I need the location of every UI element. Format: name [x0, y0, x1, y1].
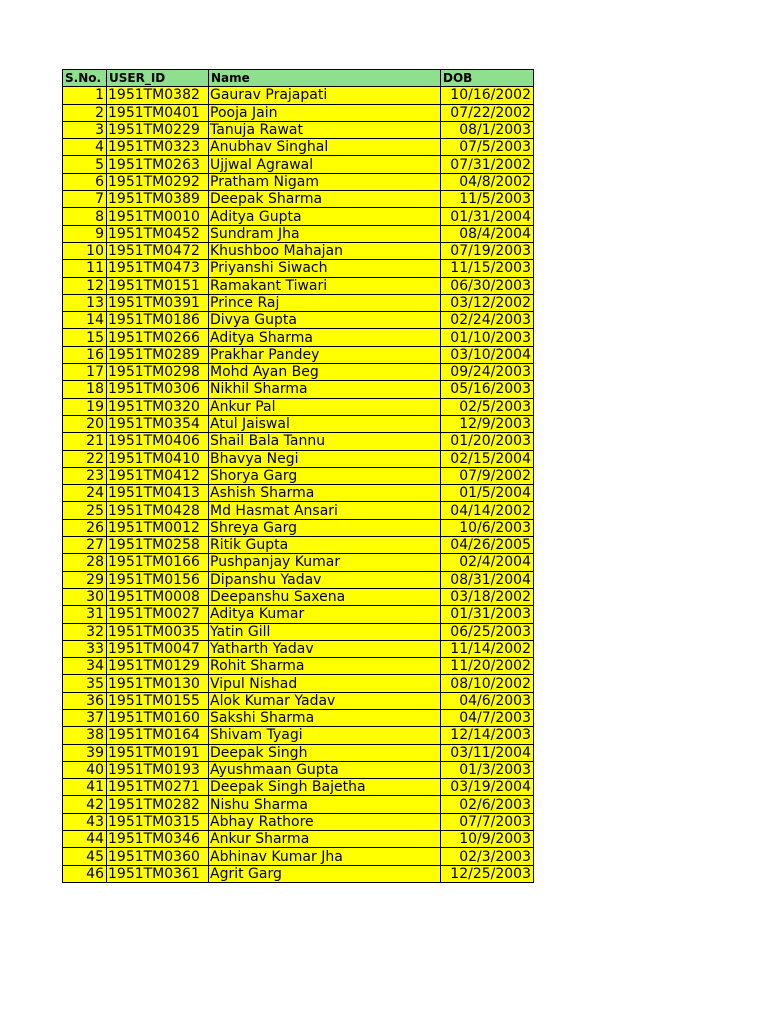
table-row	[63, 813, 534, 830]
cell-sno[interactable]: 26	[63, 519, 107, 536]
table-row	[63, 796, 534, 813]
cell-name[interactable]: Nikhil Sharma	[209, 381, 441, 398]
cell-sno[interactable]: 38	[63, 727, 107, 744]
cell-dob[interactable]: 02/5/2003	[441, 398, 534, 415]
cell-name[interactable]: Bhavya Negi	[209, 450, 441, 467]
cell-name[interactable]: Atul Jaiswal	[209, 415, 441, 432]
cell-name[interactable]: Yatin Gill	[209, 623, 441, 640]
cell-user-id[interactable]: 1951TM0160	[107, 709, 209, 726]
cell-sno[interactable]: 24	[63, 485, 107, 502]
cell-name[interactable]: Rohit Sharma	[209, 658, 441, 675]
cell-user-id[interactable]: 1951TM0155	[107, 692, 209, 709]
cell-sno[interactable]: 31	[63, 606, 107, 623]
cell-user-id[interactable]: 1951TM0389	[107, 191, 209, 208]
table-row	[63, 537, 534, 554]
cell-sno[interactable]: 29	[63, 571, 107, 588]
header-user-id[interactable]: USER_ID	[107, 70, 209, 87]
cell-sno[interactable]: 8	[63, 208, 107, 225]
cell-name[interactable]: Vipul Nishad	[209, 675, 441, 692]
cell-name[interactable]: Sundram Jha	[209, 225, 441, 242]
cell-user-id[interactable]: 1951TM0008	[107, 588, 209, 605]
cell-sno[interactable]: 27	[63, 537, 107, 554]
cell-name[interactable]: Khushboo Mahajan	[209, 242, 441, 259]
cell-user-id[interactable]: 1951TM0412	[107, 467, 209, 484]
table-row	[63, 640, 534, 657]
cell-dob[interactable]: 01/10/2003	[441, 329, 534, 346]
cell-name[interactable]: Prakhar Pandey	[209, 346, 441, 363]
table-row	[63, 571, 534, 588]
cell-user-id[interactable]: 1951TM0010	[107, 208, 209, 225]
cell-name[interactable]: Priyanshi Siwach	[209, 260, 441, 277]
cell-user-id[interactable]: 1951TM0410	[107, 450, 209, 467]
table-row	[63, 156, 534, 173]
cell-name[interactable]: Agrit Garg	[209, 865, 441, 882]
table-row	[63, 225, 534, 242]
cell-sno[interactable]: 12	[63, 277, 107, 294]
table-row	[63, 831, 534, 848]
cell-name[interactable]: Ritik Gupta	[209, 537, 441, 554]
cell-dob[interactable]: 12/14/2003	[441, 727, 534, 744]
cell-name[interactable]: Ramakant Tiwari	[209, 277, 441, 294]
cell-dob[interactable]: 04/7/2003	[441, 709, 534, 726]
cell-dob[interactable]: 02/15/2004	[441, 450, 534, 467]
cell-user-id[interactable]: 1951TM0266	[107, 329, 209, 346]
cell-name[interactable]: Yatharth Yadav	[209, 640, 441, 657]
table-row	[63, 692, 534, 709]
cell-sno[interactable]: 22	[63, 450, 107, 467]
cell-user-id[interactable]: 1951TM0292	[107, 173, 209, 190]
cell-sno[interactable]: 41	[63, 779, 107, 796]
cell-user-id[interactable]: 1951TM0012	[107, 519, 209, 536]
cell-name[interactable]: Ankur Sharma	[209, 831, 441, 848]
cell-name[interactable]: Abhay Rathore	[209, 813, 441, 830]
cell-dob[interactable]: 02/4/2004	[441, 554, 534, 571]
cell-name[interactable]: Dipanshu Yadav	[209, 571, 441, 588]
cell-sno[interactable]: 2	[63, 104, 107, 121]
cell-name[interactable]: Abhinav Kumar Jha	[209, 848, 441, 865]
cell-name[interactable]: Md Hasmat Ansari	[209, 502, 441, 519]
cell-name[interactable]: Shivam Tyagi	[209, 727, 441, 744]
table-row	[63, 346, 534, 363]
table-row	[63, 139, 534, 156]
cell-dob[interactable]: 04/26/2005	[441, 537, 534, 554]
cell-dob[interactable]: 03/10/2004	[441, 346, 534, 363]
cell-dob[interactable]: 07/22/2002	[441, 104, 534, 121]
cell-user-id[interactable]: 1951TM0323	[107, 139, 209, 156]
cell-user-id[interactable]: 1951TM0401	[107, 104, 209, 121]
cell-sno[interactable]: 25	[63, 502, 107, 519]
cell-name[interactable]: Sakshi Sharma	[209, 709, 441, 726]
cell-sno[interactable]: 14	[63, 312, 107, 329]
cell-user-id[interactable]: 1951TM0186	[107, 312, 209, 329]
table-row	[63, 848, 534, 865]
cell-dob[interactable]: 01/5/2004	[441, 485, 534, 502]
cell-dob[interactable]: 08/10/2002	[441, 675, 534, 692]
cell-user-id[interactable]: 1951TM0130	[107, 675, 209, 692]
student-table	[62, 69, 534, 883]
cell-dob[interactable]: 11/20/2002	[441, 658, 534, 675]
cell-name[interactable]: Divya Gupta	[209, 312, 441, 329]
table-row	[63, 191, 534, 208]
table-row	[63, 658, 534, 675]
cell-dob[interactable]: 01/31/2003	[441, 606, 534, 623]
table-row	[63, 277, 534, 294]
cell-sno[interactable]: 43	[63, 813, 107, 830]
cell-user-id[interactable]: 1951TM0360	[107, 848, 209, 865]
cell-sno[interactable]: 40	[63, 761, 107, 778]
table-row	[63, 294, 534, 311]
cell-sno[interactable]: 33	[63, 640, 107, 657]
table-row	[63, 744, 534, 761]
cell-sno[interactable]: 5	[63, 156, 107, 173]
cell-sno[interactable]: 9	[63, 225, 107, 242]
cell-dob[interactable]: 08/31/2004	[441, 571, 534, 588]
cell-sno[interactable]: 39	[63, 744, 107, 761]
header-dob[interactable]: DOB	[441, 70, 534, 87]
cell-sno[interactable]: 21	[63, 433, 107, 450]
cell-dob[interactable]: 12/9/2003	[441, 415, 534, 432]
cell-user-id[interactable]: 1951TM0406	[107, 433, 209, 450]
cell-sno[interactable]: 45	[63, 848, 107, 865]
cell-dob[interactable]: 10/6/2003	[441, 519, 534, 536]
table-row	[63, 709, 534, 726]
cell-name[interactable]: Deepanshu Saxena	[209, 588, 441, 605]
cell-name[interactable]: Gaurav Prajapati	[209, 87, 441, 104]
cell-user-id[interactable]: 1951TM0428	[107, 502, 209, 519]
cell-user-id[interactable]: 1951TM0164	[107, 727, 209, 744]
cell-sno[interactable]: 1	[63, 87, 107, 104]
table-row	[63, 104, 534, 121]
cell-dob[interactable]: 02/3/2003	[441, 848, 534, 865]
cell-sno[interactable]: 34	[63, 658, 107, 675]
cell-sno[interactable]: 32	[63, 623, 107, 640]
cell-dob[interactable]: 07/19/2003	[441, 242, 534, 259]
cell-user-id[interactable]: 1951TM0452	[107, 225, 209, 242]
cell-sno[interactable]: 28	[63, 554, 107, 571]
cell-dob[interactable]: 03/12/2002	[441, 294, 534, 311]
cell-dob[interactable]: 01/20/2003	[441, 433, 534, 450]
cell-sno[interactable]: 10	[63, 242, 107, 259]
table-row	[63, 415, 534, 432]
cell-name[interactable]: Pushpanjay Kumar	[209, 554, 441, 571]
cell-user-id[interactable]: 1951TM0258	[107, 537, 209, 554]
table-row	[63, 467, 534, 484]
table-row	[63, 623, 534, 640]
cell-sno[interactable]: 23	[63, 467, 107, 484]
cell-name[interactable]: Deepak Sharma	[209, 191, 441, 208]
cell-sno[interactable]: 16	[63, 346, 107, 363]
cell-name[interactable]: Aditya Gupta	[209, 208, 441, 225]
cell-sno[interactable]: 6	[63, 173, 107, 190]
cell-dob[interactable]: 01/3/2003	[441, 761, 534, 778]
table-row	[63, 208, 534, 225]
cell-sno[interactable]: 13	[63, 294, 107, 311]
cell-name[interactable]: Ayushmaan Gupta	[209, 761, 441, 778]
table-row	[63, 312, 534, 329]
table-row	[63, 865, 534, 882]
cell-dob[interactable]: 12/25/2003	[441, 865, 534, 882]
cell-dob[interactable]: 07/9/2002	[441, 467, 534, 484]
table-row	[63, 675, 534, 692]
cell-sno[interactable]: 37	[63, 709, 107, 726]
table-row	[63, 485, 534, 502]
cell-user-id[interactable]: 1951TM0354	[107, 415, 209, 432]
cell-name[interactable]: Shail Bala Tannu	[209, 433, 441, 450]
cell-user-id[interactable]: 1951TM0263	[107, 156, 209, 173]
cell-sno[interactable]: 18	[63, 381, 107, 398]
cell-dob[interactable]: 11/14/2002	[441, 640, 534, 657]
cell-dob[interactable]: 07/5/2003	[441, 139, 534, 156]
table-row	[63, 606, 534, 623]
cell-dob[interactable]: 03/11/2004	[441, 744, 534, 761]
table-row	[63, 727, 534, 744]
cell-sno[interactable]: 3	[63, 121, 107, 138]
cell-dob[interactable]: 06/30/2003	[441, 277, 534, 294]
cell-sno[interactable]: 4	[63, 139, 107, 156]
cell-user-id[interactable]: 1951TM0382	[107, 87, 209, 104]
table-row	[63, 173, 534, 190]
cell-dob[interactable]: 03/19/2004	[441, 779, 534, 796]
table-row	[63, 242, 534, 259]
cell-name[interactable]: Deepak Singh	[209, 744, 441, 761]
cell-user-id[interactable]: 1951TM0151	[107, 277, 209, 294]
cell-user-id[interactable]: 1951TM0129	[107, 658, 209, 675]
cell-name[interactable]: Deepak Singh Bajetha	[209, 779, 441, 796]
cell-name[interactable]: Alok Kumar Yadav	[209, 692, 441, 709]
cell-user-id[interactable]: 1951TM0346	[107, 831, 209, 848]
table-row	[63, 502, 534, 519]
cell-dob[interactable]: 03/18/2002	[441, 588, 534, 605]
cell-sno[interactable]: 20	[63, 415, 107, 432]
cell-sno[interactable]: 42	[63, 796, 107, 813]
cell-sno[interactable]: 7	[63, 191, 107, 208]
cell-user-id[interactable]: 1951TM0473	[107, 260, 209, 277]
table-row	[63, 779, 534, 796]
cell-dob[interactable]: 04/8/2002	[441, 173, 534, 190]
cell-user-id[interactable]: 1951TM0166	[107, 554, 209, 571]
cell-user-id[interactable]: 1951TM0193	[107, 761, 209, 778]
header-name[interactable]: Name	[209, 70, 441, 87]
cell-name[interactable]: Ujjwal Agrawal	[209, 156, 441, 173]
table-row	[63, 260, 534, 277]
cell-dob[interactable]: 08/1/2003	[441, 121, 534, 138]
cell-sno[interactable]: 19	[63, 398, 107, 415]
cell-sno[interactable]: 46	[63, 865, 107, 882]
table-row	[63, 364, 534, 381]
table-row	[63, 381, 534, 398]
table-row	[63, 398, 534, 415]
cell-sno[interactable]: 44	[63, 831, 107, 848]
table-row	[63, 588, 534, 605]
cell-dob[interactable]: 04/6/2003	[441, 692, 534, 709]
cell-name[interactable]: Anubhav Singhal	[209, 139, 441, 156]
cell-name[interactable]: Aditya Kumar	[209, 606, 441, 623]
cell-name[interactable]: Nishu Sharma	[209, 796, 441, 813]
cell-name[interactable]: Shreya Garg	[209, 519, 441, 536]
cell-dob[interactable]: 02/6/2003	[441, 796, 534, 813]
cell-user-id[interactable]: 1951TM0413	[107, 485, 209, 502]
table-row	[63, 329, 534, 346]
table-row	[63, 433, 534, 450]
table-row	[63, 761, 534, 778]
cell-dob[interactable]: 05/16/2003	[441, 381, 534, 398]
cell-dob[interactable]: 02/24/2003	[441, 312, 534, 329]
cell-user-id[interactable]: 1951TM0361	[107, 865, 209, 882]
cell-sno[interactable]: 15	[63, 329, 107, 346]
header-sno[interactable]: S.No.	[63, 70, 107, 87]
cell-user-id[interactable]: 1951TM0472	[107, 242, 209, 259]
cell-user-id[interactable]: 1951TM0229	[107, 121, 209, 138]
cell-name[interactable]: Ashish Sharma	[209, 485, 441, 502]
table-row	[63, 121, 534, 138]
cell-name[interactable]: Pooja Jain	[209, 104, 441, 121]
cell-user-id[interactable]: 1951TM0289	[107, 346, 209, 363]
cell-dob[interactable]: 09/24/2003	[441, 364, 534, 381]
cell-name[interactable]: Prince Raj	[209, 294, 441, 311]
cell-user-id[interactable]: 1951TM0320	[107, 398, 209, 415]
cell-user-id[interactable]: 1951TM0298	[107, 364, 209, 381]
cell-user-id[interactable]: 1951TM0391	[107, 294, 209, 311]
cell-name[interactable]: Aditya Sharma	[209, 329, 441, 346]
header-row	[63, 70, 534, 87]
cell-dob[interactable]: 08/4/2004	[441, 225, 534, 242]
cell-dob[interactable]: 11/5/2003	[441, 191, 534, 208]
cell-dob[interactable]: 07/31/2002	[441, 156, 534, 173]
table-row	[63, 554, 534, 571]
table-row	[63, 519, 534, 536]
cell-user-id[interactable]: 1951TM0315	[107, 813, 209, 830]
cell-user-id[interactable]: 1951TM0282	[107, 796, 209, 813]
cell-name[interactable]: Ankur Pal	[209, 398, 441, 415]
cell-dob[interactable]: 04/14/2002	[441, 502, 534, 519]
cell-user-id[interactable]: 1951TM0047	[107, 640, 209, 657]
cell-name[interactable]: Shorya Garg	[209, 467, 441, 484]
table-row	[63, 87, 534, 104]
table-row	[63, 450, 534, 467]
cell-sno[interactable]: 35	[63, 675, 107, 692]
cell-name[interactable]: Mohd Ayan Beg	[209, 364, 441, 381]
cell-sno[interactable]: 11	[63, 260, 107, 277]
cell-dob[interactable]: 10/9/2003	[441, 831, 534, 848]
cell-dob[interactable]: 01/31/2004	[441, 208, 534, 225]
cell-sno[interactable]: 36	[63, 692, 107, 709]
cell-sno[interactable]: 30	[63, 588, 107, 605]
cell-user-id[interactable]: 1951TM0271	[107, 779, 209, 796]
cell-user-id[interactable]: 1951TM0027	[107, 606, 209, 623]
cell-user-id[interactable]: 1951TM0306	[107, 381, 209, 398]
cell-name[interactable]: Tanuja Rawat	[209, 121, 441, 138]
cell-dob[interactable]: 10/16/2002	[441, 87, 534, 104]
cell-dob[interactable]: 11/15/2003	[441, 260, 534, 277]
cell-user-id[interactable]: 1951TM0191	[107, 744, 209, 761]
cell-sno[interactable]: 17	[63, 364, 107, 381]
cell-user-id[interactable]: 1951TM0156	[107, 571, 209, 588]
cell-dob[interactable]: 07/7/2003	[441, 813, 534, 830]
cell-name[interactable]: Pratham Nigam	[209, 173, 441, 190]
cell-dob[interactable]: 06/25/2003	[441, 623, 534, 640]
cell-user-id[interactable]: 1951TM0035	[107, 623, 209, 640]
